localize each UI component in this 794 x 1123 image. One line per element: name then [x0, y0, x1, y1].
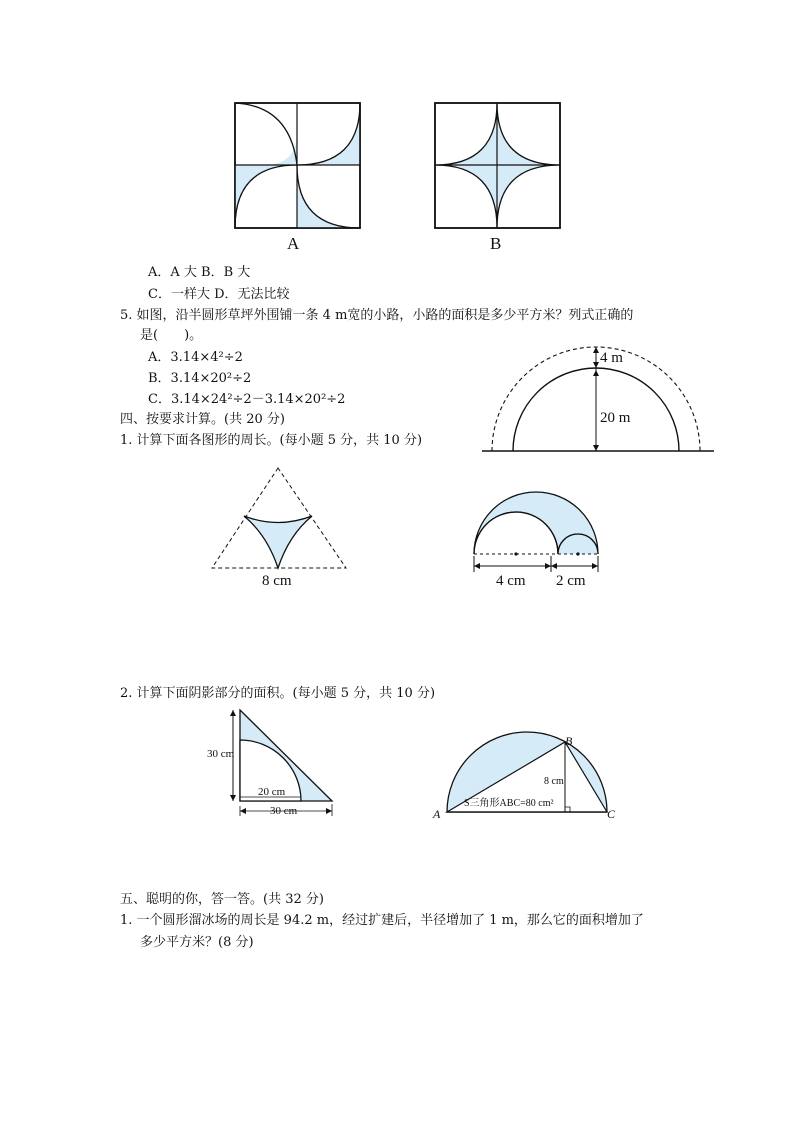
- q1-fig1-label: 8 cm: [262, 573, 292, 589]
- q1-fig2-label-left: 4 cm: [496, 573, 526, 589]
- q5-option-a: A．3.14×4²÷2: [148, 350, 243, 365]
- q5-semicircle-path-figure: [482, 344, 714, 456]
- q1-triangle-arcs-figure: [210, 466, 350, 572]
- q5-option-c: C．3.14×24²÷2－3.14×20²÷2: [148, 392, 346, 407]
- q2-fig2-point-a: A: [433, 807, 441, 821]
- section4-q2: 2. 计算下面阴影部分的面积。(每小题 5 分，共 10 分): [120, 686, 436, 701]
- section5-heading: 五、聪明的你，答一答。(共 32 分): [120, 892, 324, 907]
- section4-q1: 1. 计算下面各图形的周长。(每小题 5 分，共 10 分): [120, 433, 423, 448]
- q2-fig1-radius-label: 20 cm: [258, 786, 286, 798]
- q5-stem-line2: 是( )。: [140, 328, 203, 343]
- section5-q1-line2: 多少平方米？(8 分): [140, 935, 254, 950]
- section5-q1-line1: 1. 一个圆形溜冰场的周长是 94.2 m，经过扩建后，半径增加了 1 m，那么它的面积增加了: [120, 913, 644, 928]
- q2-triangle-quarter-circle-figure: [225, 706, 340, 818]
- q1-fig2-label-right: 2 cm: [556, 573, 586, 589]
- q4-option-cd: C．一样大 D．无法比较: [148, 287, 290, 302]
- figure-a-label: A: [287, 234, 300, 253]
- section4-heading: 四、按要求计算。(共 20 分): [120, 412, 285, 427]
- q2-fig1-height-label: 30 cm: [207, 748, 235, 760]
- q2-fig2-point-b: B: [565, 734, 573, 748]
- q5-width-label: 4 m: [600, 350, 623, 366]
- q2-fig2-area-label: S三角形ABC=80 cm²: [464, 798, 554, 809]
- figure-b-star: [430, 98, 565, 233]
- q4-option-ab: A．A 大 B．B 大: [148, 265, 251, 280]
- q1-semicircles-figure: [470, 492, 602, 574]
- q5-radius-label: 20 m: [600, 410, 631, 426]
- q2-fig2-height-label: 8 cm: [544, 776, 564, 787]
- q5-stem-line1: 5. 如图，沿半圆形草坪外围铺一条 4 m宽的小路，小路的面积是多少平方米？列式正确的: [120, 308, 634, 323]
- q2-fig2-point-c: C: [607, 807, 616, 821]
- figure-a-pinwheel: [230, 98, 365, 233]
- q5-option-b: B．3.14×20²÷2: [148, 371, 252, 386]
- figure-b-label: B: [490, 234, 502, 253]
- q2-fig1-base-label: 30 cm: [270, 805, 298, 817]
